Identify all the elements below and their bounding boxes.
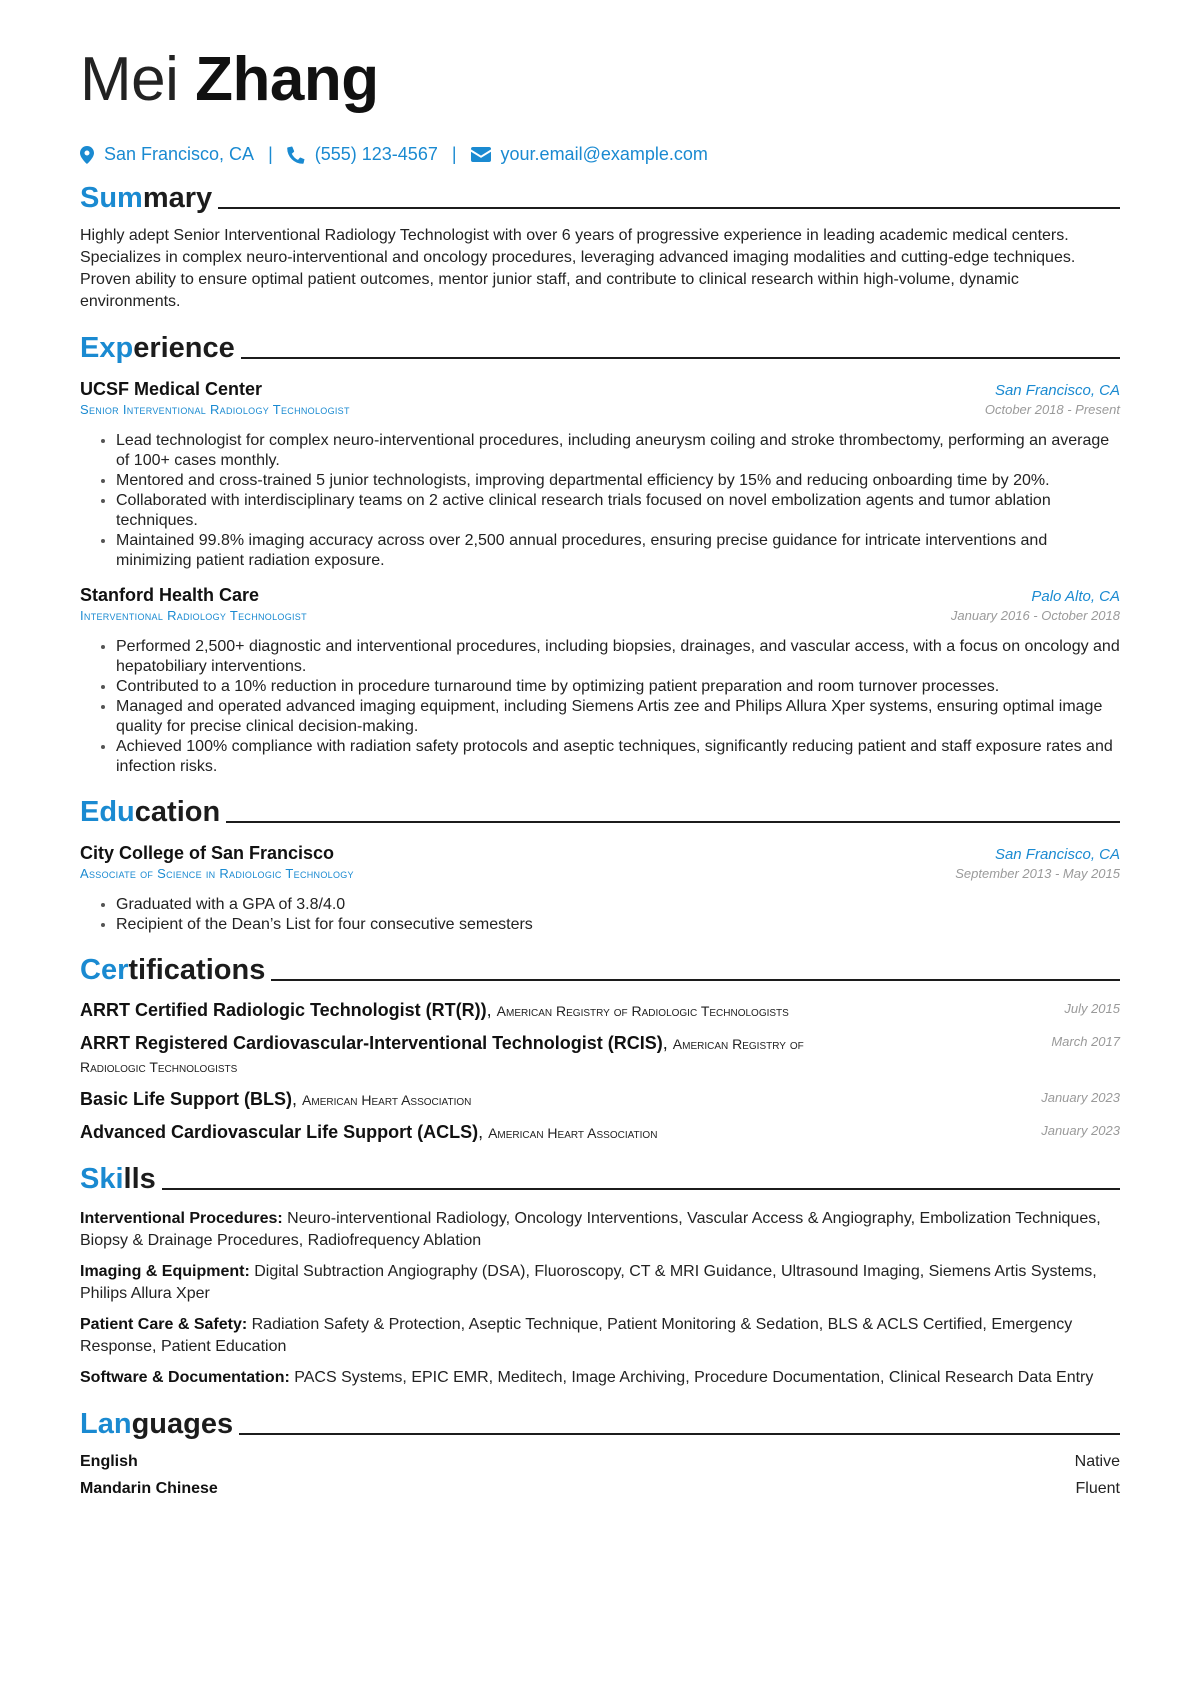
list-item: • Graduated with a GPA of 3.8/4.0 bbox=[116, 895, 1120, 915]
skill-values: Radiation Safety & Protection, Aseptic Technique, Patient Monitoring & Sedation, BLS & ACLS Certified, Emergency Response, Patient Education bbox=[80, 1316, 1073, 1355]
summary-text: Highly adept Senior Interventional Radiology Technologist with over 6 years of progressive experience in leading academic medical centers. Specializes in complex neuro-interventional and oncology procedures, leveraging advanced imaging modalities and cutting-edge techniques. Proven ability to ensure optimal patient outcomes, mentor junior staff, and contribute to clinical research within high-volume, dynamic environments. bbox=[80, 227, 1076, 310]
contact-phone[interactable] bbox=[287, 144, 438, 165]
certification-issuer: American Heart Association bbox=[488, 1125, 658, 1141]
phone-icon bbox=[287, 146, 305, 164]
section-header bbox=[80, 949, 1120, 987]
contact-location bbox=[80, 144, 254, 165]
section-header bbox=[80, 327, 1120, 365]
list-item: • Achieved 100% compliance with radiation safety protocols and aseptic techniques, significantly reducing patient and staff exposure rates and infection risks. bbox=[116, 737, 1120, 777]
contact-bar bbox=[80, 144, 1120, 165]
job-title: Senior Interventional Radiology Technologist bbox=[80, 402, 350, 417]
certification-item: ARRT Registered Cardiovascular-Interventional Technologist (RCIS), American Registry of Radiologic Technologists March 2017 bbox=[80, 1033, 1120, 1075]
envelope-icon bbox=[471, 147, 491, 162]
entry-location: San Francisco, CA bbox=[994, 846, 1120, 863]
certification-date: July 2015 bbox=[1064, 1001, 1120, 1016]
section-title-accent: Cer bbox=[80, 954, 129, 986]
email-link: your.email@example.com bbox=[500, 144, 708, 164]
list-item: • Collaborated with interdisciplinary teams on 2 active clinical research trials focused on novel embolization agents and tumor ablation techniques. bbox=[116, 491, 1120, 531]
section-title-accent: Edu bbox=[80, 796, 135, 828]
contact-email[interactable] bbox=[471, 144, 708, 165]
certification-item: Advanced Cardiovascular Life Support (ACLS), American Heart Association January 2023 bbox=[80, 1122, 1120, 1142]
school-name: City College of San Francisco bbox=[80, 843, 335, 863]
summary-section bbox=[80, 177, 1120, 313]
list-item: • Contributed to a 10% reduction in procedure turnaround time by optimizing patient preparation and room turnover processes. bbox=[116, 677, 1120, 697]
experience-section bbox=[80, 327, 1120, 777]
section-title-rest: cation bbox=[134, 796, 221, 828]
language-name: English bbox=[80, 1453, 138, 1470]
section-title-rest: erience bbox=[133, 332, 235, 364]
experience-entry bbox=[80, 379, 1120, 571]
list-item: • Managed and operated advanced imaging equipment, including Siemens Artis zee and Philips Allura Xper systems, ensuring optimal image quality for precise clinical decision-making. bbox=[116, 697, 1120, 737]
entry-date: January 2016 - October 2018 bbox=[950, 608, 1120, 623]
organization-name: UCSF Medical Center bbox=[80, 379, 263, 399]
skill-category: Imaging & Equipment: bbox=[80, 1263, 250, 1280]
bullet-list bbox=[80, 637, 1120, 777]
bullet-list bbox=[80, 431, 1120, 571]
location-text: San Francisco, CA bbox=[104, 144, 255, 164]
education-entry bbox=[80, 843, 1120, 935]
skill-category: Patient Care & Safety: bbox=[80, 1316, 248, 1333]
certification-item: Basic Life Support (BLS), American Heart Association January 2023 bbox=[80, 1089, 1120, 1109]
section-title bbox=[80, 331, 235, 365]
section-divider bbox=[271, 979, 1120, 981]
skill-category: Software & Documentation: bbox=[80, 1369, 290, 1386]
skills-section bbox=[80, 1158, 1120, 1389]
section-divider bbox=[241, 357, 1120, 359]
list-item: • Recipient of the Dean’s List for four consecutive semesters bbox=[116, 915, 1120, 935]
last-name: Zhang bbox=[195, 45, 379, 114]
section-divider bbox=[226, 821, 1120, 823]
section-divider bbox=[239, 1433, 1120, 1435]
skill-values: PACS Systems, EPIC EMR, Meditech, Image Archiving, Procedure Documentation, Clinical Research Data Entry bbox=[294, 1369, 1094, 1386]
list-item: • Lead technologist for complex neuro-interventional procedures, including aneurysm coiling and stroke thrombectomy, performing an average of 100+ cases monthly. bbox=[116, 431, 1120, 471]
section-divider bbox=[162, 1188, 1120, 1190]
certification-issuer: American Registry of Radiologic Technologists bbox=[496, 1003, 789, 1019]
skill-group bbox=[80, 1208, 1120, 1252]
section-title bbox=[80, 1407, 233, 1441]
section-title bbox=[80, 1162, 156, 1196]
certification-date: January 2023 bbox=[1041, 1123, 1120, 1138]
education-section bbox=[80, 791, 1120, 935]
section-title-accent: Lan bbox=[80, 1408, 132, 1440]
section-title-accent: Exp bbox=[80, 332, 134, 364]
certifications-section bbox=[80, 949, 1120, 1144]
language-level: Native bbox=[1074, 1453, 1120, 1470]
section-title-accent: Sum bbox=[80, 182, 143, 214]
section-divider bbox=[218, 207, 1120, 209]
skill-group bbox=[80, 1261, 1120, 1305]
section-title-rest: mary bbox=[142, 182, 213, 214]
entry-location: Palo Alto, CA bbox=[1031, 588, 1120, 605]
language-level: Fluent bbox=[1075, 1480, 1120, 1497]
section-title bbox=[80, 953, 265, 987]
section-title-rest: guages bbox=[131, 1408, 234, 1440]
experience-entry bbox=[80, 585, 1120, 777]
first-name: Mei bbox=[80, 45, 179, 114]
section-title bbox=[80, 795, 220, 829]
certification-issuer: American Heart Association bbox=[302, 1092, 472, 1108]
degree: Associate of Science in Radiologic Technology bbox=[80, 866, 354, 881]
list-item: • Performed 2,500+ diagnostic and interventional procedures, including biopsies, drainages, and vascular access, with a focus on oncology and hepatobiliary interventions. bbox=[116, 637, 1120, 677]
entry-location: San Francisco, CA bbox=[994, 382, 1120, 399]
skill-category: Interventional Procedures: bbox=[80, 1210, 283, 1227]
language-name: Mandarin Chinese bbox=[80, 1480, 218, 1497]
section-title bbox=[80, 181, 212, 215]
section-header bbox=[80, 791, 1120, 829]
bullet-list bbox=[80, 895, 1120, 935]
certification-item: ARRT Certified Radiologic Technologist (RT(R)), American Registry of Radiologic Technologists July 2015 bbox=[80, 1000, 1120, 1020]
section-title-accent: Ski bbox=[80, 1163, 124, 1195]
skill-group bbox=[80, 1367, 1120, 1389]
section-title-rest: tifications bbox=[128, 954, 266, 986]
languages-section bbox=[80, 1403, 1120, 1498]
contact-separator: | bbox=[268, 144, 273, 164]
list-item: • Mentored and cross-trained 5 junior technologists, improving departmental efficiency by 15% and reducing onboarding time by 20%. bbox=[116, 471, 1120, 491]
skill-values: Neuro-interventional Radiology, Oncology Interventions, Vascular Access & Angiography, Embolization Techniques, Biopsy & Drainage Procedures, Radiofrequency Ablation bbox=[80, 1210, 1101, 1249]
list-item: • Maintained 99.8% imaging accuracy across over 2,500 annual procedures, ensuring precise guidance for intricate interventions and minimizing patient radiation exposure. bbox=[116, 531, 1120, 571]
skill-values: Digital Subtraction Angiography (DSA), Fluoroscopy, CT & MRI Guidance, Ultrasound Imaging, Siemens Artis Systems, Philips Allura Xper bbox=[80, 1263, 1097, 1302]
certification-name: ARRT Registered Cardiovascular-Interventional Technologist (RCIS) bbox=[80, 1033, 663, 1053]
phone-text: (555) 123-4567 bbox=[314, 144, 438, 164]
organization-name: Stanford Health Care bbox=[80, 585, 260, 605]
certification-date: March 2017 bbox=[1051, 1034, 1120, 1049]
entry-date: September 2013 - May 2015 bbox=[955, 866, 1120, 881]
map-pin-icon bbox=[80, 146, 94, 164]
certification-name: Basic Life Support (BLS) bbox=[80, 1089, 293, 1109]
certification-date: January 2023 bbox=[1041, 1090, 1120, 1105]
job-title: Interventional Radiology Technologist bbox=[80, 608, 307, 623]
certification-name: Advanced Cardiovascular Life Support (ACLS) bbox=[80, 1122, 479, 1142]
skill-group bbox=[80, 1314, 1120, 1358]
language-item bbox=[80, 1453, 1120, 1471]
language-item bbox=[80, 1480, 1120, 1498]
section-header bbox=[80, 177, 1120, 215]
candidate-name bbox=[80, 40, 1120, 120]
section-header bbox=[80, 1403, 1120, 1441]
entry-date: October 2018 - Present bbox=[984, 402, 1120, 417]
certification-issuer: American Registry of Radiologic Technologists bbox=[80, 1036, 804, 1075]
section-title-rest: lls bbox=[123, 1163, 156, 1195]
section-header bbox=[80, 1158, 1120, 1196]
certification-name: ARRT Certified Radiologic Technologist (RT(R)) bbox=[80, 1000, 487, 1020]
contact-separator: | bbox=[451, 144, 457, 164]
